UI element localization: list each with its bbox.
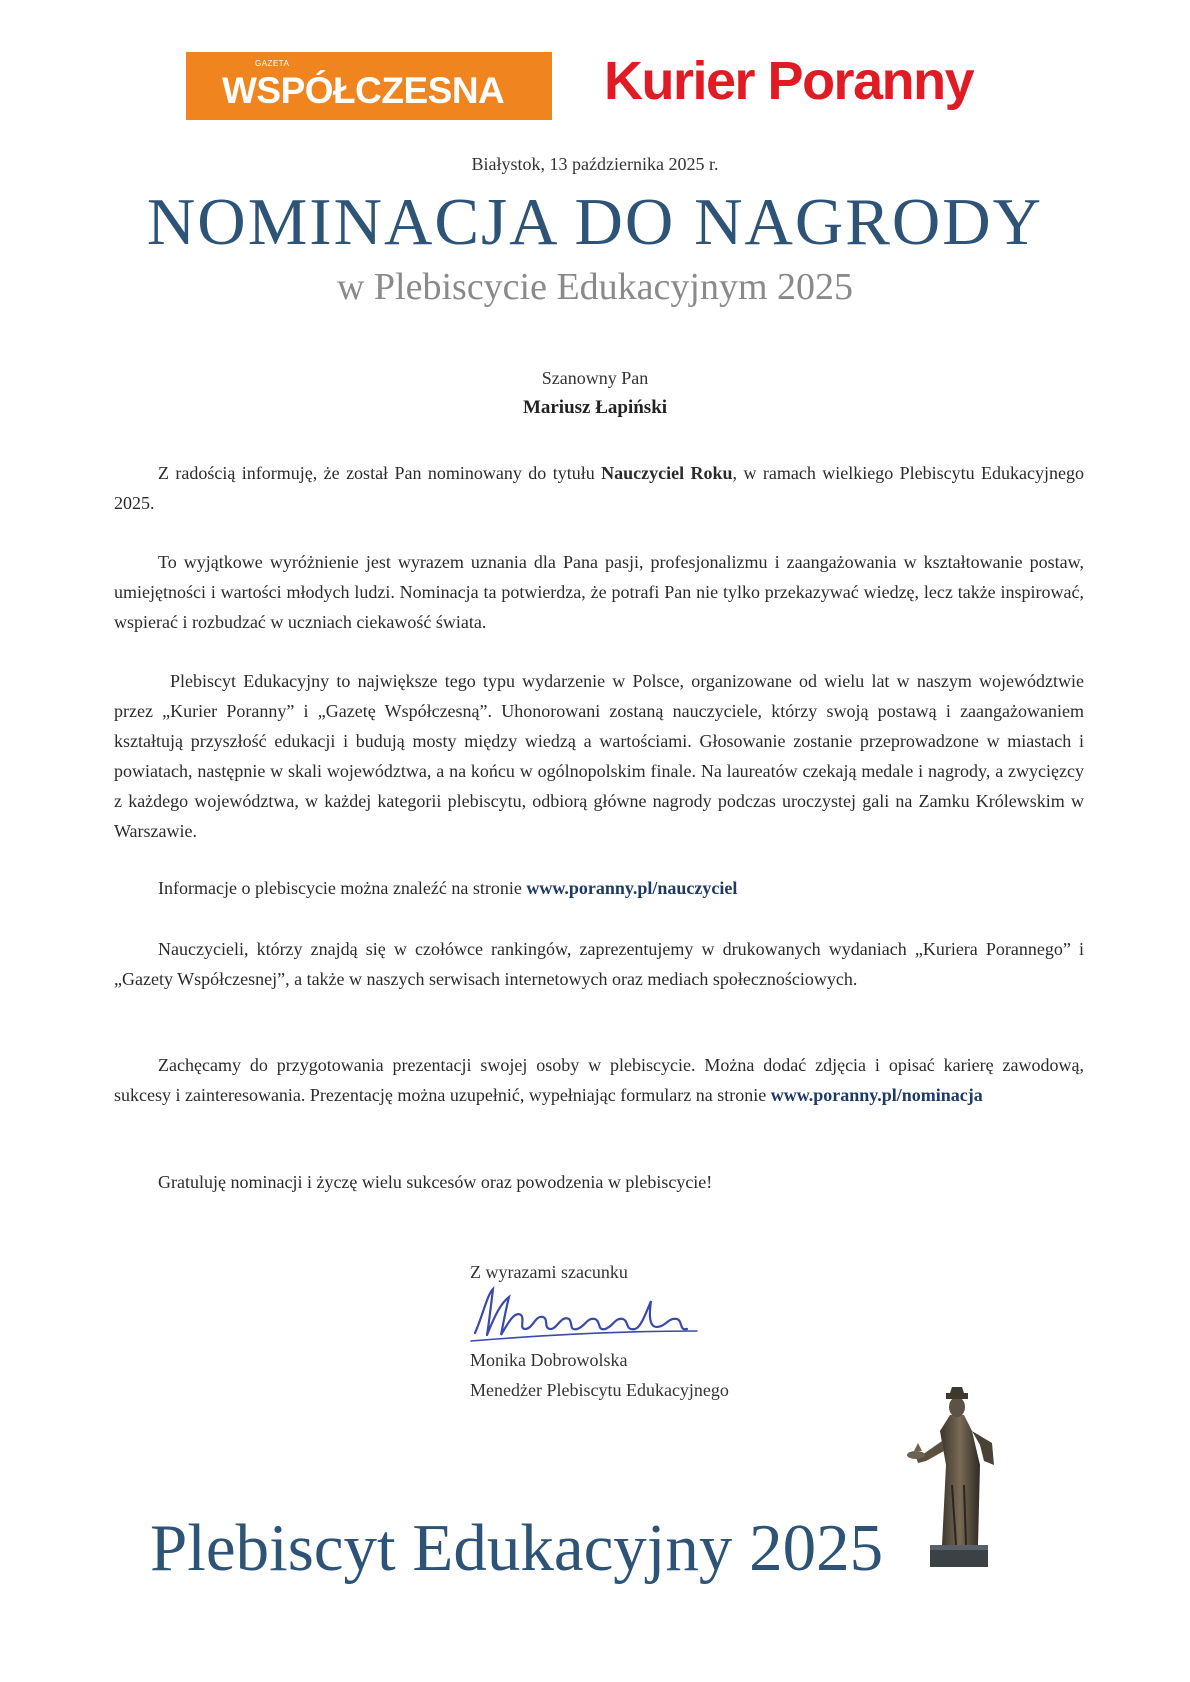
paragraph-congratulations-text: Gratuluję nominacji i życzę wielu sukcesów oraz powodzenia w plebiscycie! bbox=[158, 1172, 713, 1192]
handwritten-signature bbox=[465, 1285, 705, 1345]
nominacja-link[interactable]: www.poranny.pl/nominacja bbox=[770, 1085, 983, 1105]
recipient-name: Mariusz Łapiński bbox=[522, 397, 668, 418]
gazeta-wspolczesna-logo bbox=[186, 52, 552, 120]
paragraph-recognition bbox=[114, 547, 1084, 637]
salutation: Szanowny Pan bbox=[541, 368, 649, 388]
paragraph-nomination-text: Z radością informuję, że został Pan nominowany do tytułu bbox=[158, 463, 602, 483]
paragraph-rankings-text: Nauczycieli, którzy znajdą się w czołówce rankingów, zaprezentujemy w drukowanych wydaniach „Kuriera Porannego” i „Gazety Współczesnej”, a także w naszych serwisach internetowych oraz mediach społecznościowych. bbox=[114, 939, 1084, 989]
page-title: NOMINACJA DO NAGRODY bbox=[146, 185, 1044, 259]
paragraph-info bbox=[114, 873, 1084, 903]
paragraph-presentation-text: Zachęcamy do przygotowania prezentacji swojej osoby w plebiscycie. Można dodać zdjęcia i opisać karierę zawodową, sukcesy i zainteresowania. Prezentację można uzupełnić, wypełniając formularz na stronie bbox=[114, 1055, 1084, 1105]
paragraph-info-text: Informacje o plebiscycie można znaleźć na stronie bbox=[158, 878, 527, 898]
page-subtitle: w Plebiscycie Edukacyjnym 2025 bbox=[336, 266, 854, 308]
paragraph-recognition-text: To wyjątkowe wyróżnienie jest wyrazem uznania dla Pana pasji, profesjonalizmu i zaangażowania w kształtowanie postaw, umiejętności i wartości młodych ludzi. Nominacja ta potwierdza, że potrafi Pan nie tylko przekazywać wiedzę, lecz także inspirować, wspierać i rozbudzać w uczniach ciekawość świata. bbox=[114, 552, 1084, 632]
paragraph-plebiscite bbox=[114, 666, 1084, 846]
teacher-statue-trophy bbox=[880, 1385, 1020, 1570]
paragraph-congratulations bbox=[114, 1167, 1084, 1197]
nauczyciel-link[interactable]: www.poranny.pl/nauczyciel bbox=[526, 878, 738, 898]
paragraph-rankings bbox=[114, 934, 1084, 994]
logo-gazeta-label: GAZETA bbox=[255, 59, 290, 68]
footer-title: Plebiscyt Edukacyjny 2025 bbox=[150, 1511, 884, 1585]
logo-wspolczesna-label: WSPÓŁCZESNA bbox=[222, 70, 505, 111]
paragraph-nomination bbox=[114, 458, 1084, 518]
letter-date: Białystok, 13 października 2025 r. bbox=[471, 154, 719, 174]
award-title: Nauczyciel Roku bbox=[601, 463, 733, 483]
paragraph-plebiscite-text: Plebiscyt Edukacyjny to największe tego typu wydarzenie w Polsce, organizowane od wielu lat w naszym województwie przez „Kurier Poranny” i „Gazetę Współczesną”. Uhonorowani zostaną nauczyciele, którzy swoją postawą i zaangażowaniem kształtują przyszłość edukacji i budują mosty między wiedzą a wartościami. Głosowanie zostanie przeprowadzone w miastach i powiatach, następnie w skali województwa, a na końcu w ogólnopolskim finale. Na laureatów czekają medale i nagrody, a zwycięzcy z każdego województwa, w każdej kategorii plebiscytu, odbiorą główne nagrody podczas uroczystej gali na Zamku Królewskim w Warszawie. bbox=[114, 671, 1084, 841]
signatory-name: Monika Dobrowolska bbox=[470, 1350, 628, 1370]
kurier-poranny-logo: Kurier Poranny bbox=[604, 51, 974, 111]
paragraph-nomination-end: , w ramach wielkiego Plebiscytu Edukacyjnego 2025. bbox=[114, 463, 1084, 513]
paragraph-presentation bbox=[114, 1050, 1084, 1110]
closing-phrase: Z wyrazami szacunku bbox=[470, 1262, 628, 1282]
signatory-role: Menedżer Plebiscytu Edukacyjnego bbox=[470, 1380, 729, 1400]
